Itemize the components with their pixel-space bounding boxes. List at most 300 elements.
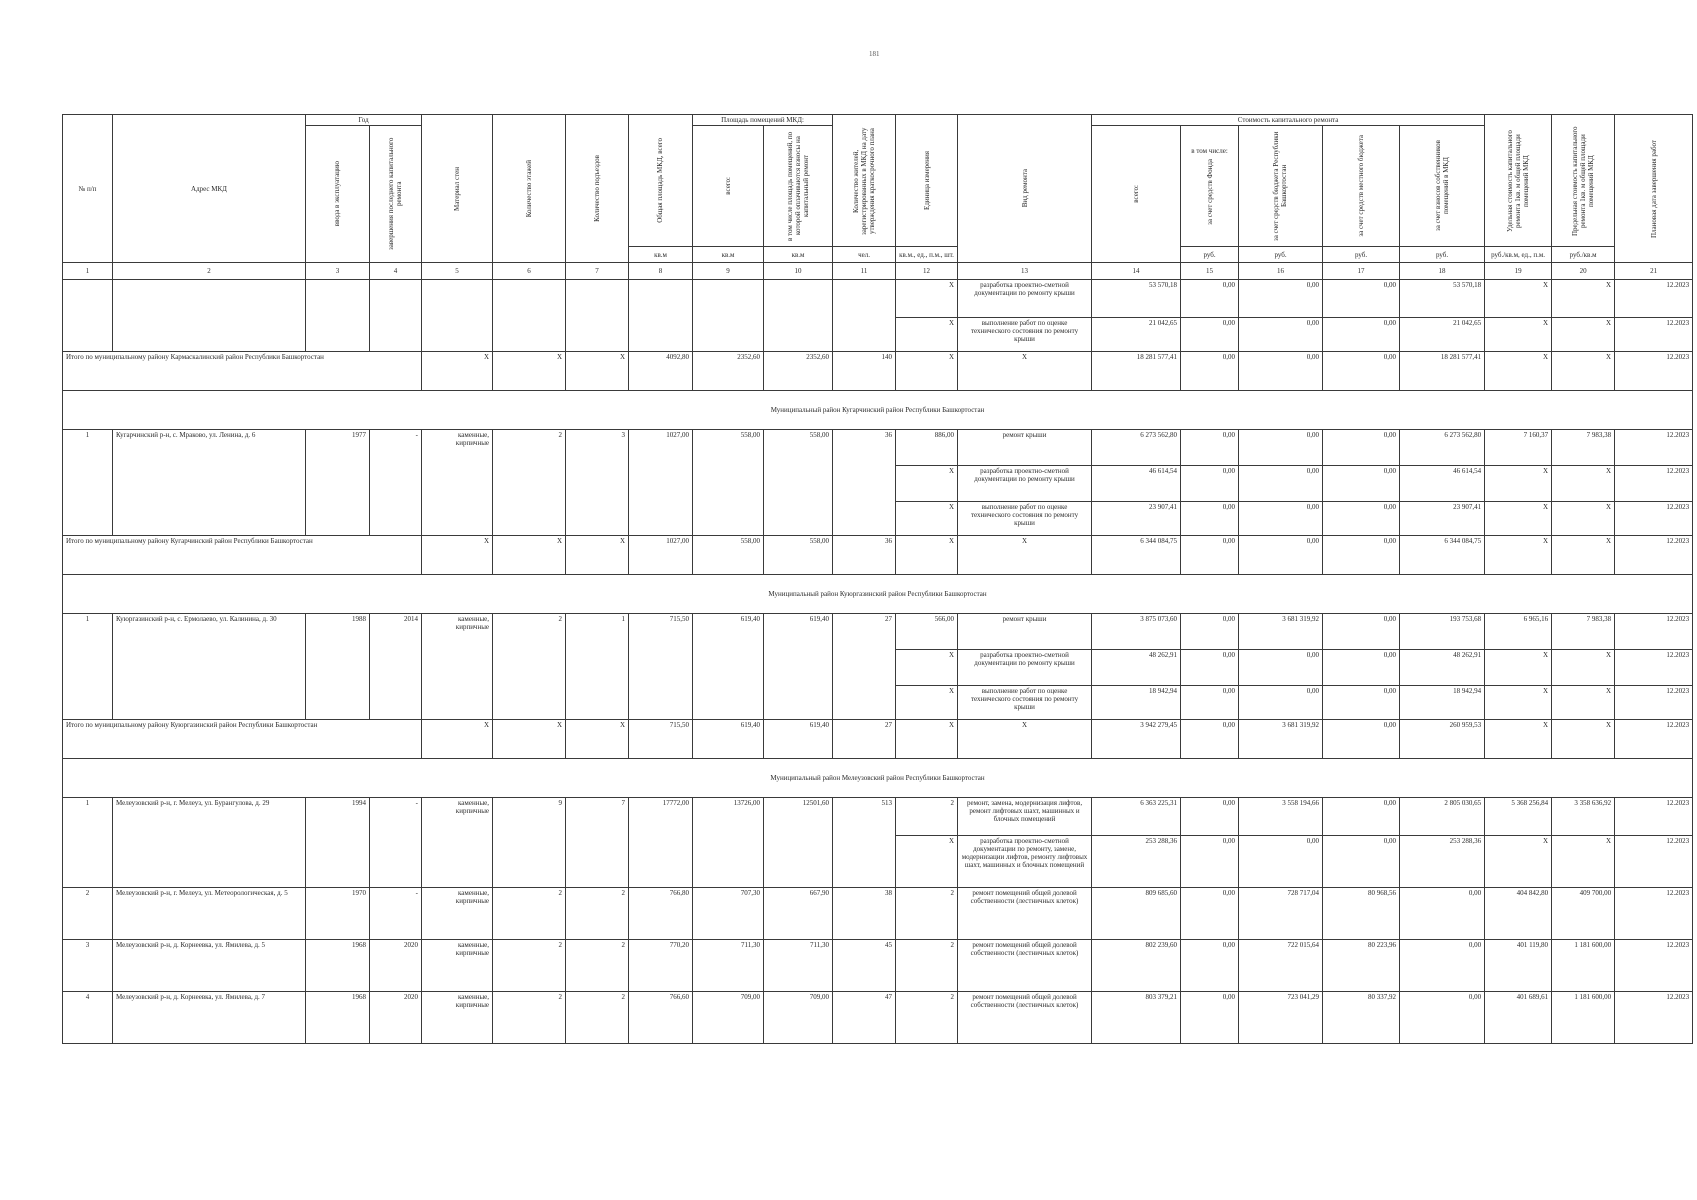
table-cell: 12.2023 [1615, 798, 1693, 836]
table-cell: 3 558 194,66 [1239, 798, 1323, 836]
table-row [63, 992, 1693, 1044]
table-cell: 260 959,53 [1400, 720, 1485, 759]
table-cell: 0,00 [1181, 686, 1239, 720]
table-cell: 619,40 [693, 614, 764, 720]
table-cell: 53 570,18 [1400, 280, 1485, 318]
hdr-owners: за счет взносов собственников помещений в МКД [1400, 126, 1485, 247]
hdr-floors: Количество этажей [493, 115, 566, 263]
table-cell: 80 223,96 [1323, 940, 1400, 992]
table-cell: 404 842,80 [1485, 888, 1552, 940]
table-cell: 0,00 [1181, 430, 1239, 466]
hdr-cost: Стоимость капитального ремонта [1092, 115, 1485, 126]
table-cell: 401 689,61 [1485, 992, 1552, 1044]
table-cell: 558,00 [693, 430, 764, 536]
table-cell: X [1552, 686, 1615, 720]
table-cell: 1 [63, 614, 113, 720]
hdr-rb: за счет средств бюджета Республики Башкортостан [1239, 126, 1323, 247]
table-cell: 2 [493, 992, 566, 1044]
col-number: 9 [693, 263, 764, 280]
hdr-premises-area: Площадь помещений МКД: [693, 115, 833, 126]
table-cell: 12.2023 [1615, 352, 1693, 391]
table-cell: 23 907,41 [1092, 502, 1181, 536]
table-cell: 3 358 636,92 [1552, 798, 1615, 836]
hdr-year-last-repair: завершения последнего капитального ремонта [370, 126, 422, 263]
table-cell: 0,00 [1239, 502, 1323, 536]
municipality-row-meleuz [63, 759, 1693, 798]
table-cell: 0,00 [1181, 352, 1239, 391]
table-cell: 709,00 [764, 992, 833, 1044]
table-cell: 3 [566, 430, 629, 536]
municipality-row-kuyurgaza [63, 575, 1693, 614]
unit-area-9: кв.м [693, 247, 764, 263]
table-cell: Куюргазинский р-н, с. Ермолаево, ул. Калинина, д. 30 [113, 614, 306, 720]
unit-area-8: кв.м [629, 247, 693, 263]
table-cell: 723 041,29 [1239, 992, 1323, 1044]
table-cell: 23 907,41 [1400, 502, 1485, 536]
hdr-local: за счет средств местного бюджета [1323, 126, 1400, 247]
col-number: 12 [896, 263, 958, 280]
table-cell: 12.2023 [1615, 836, 1693, 888]
table-cell: 0,00 [1239, 280, 1323, 318]
table-cell: 0,00 [1323, 280, 1400, 318]
table-cell: 21 042,65 [1092, 318, 1181, 352]
table-cell: 18 281 577,41 [1400, 352, 1485, 391]
table-cell: 2352,60 [693, 352, 764, 391]
table-cell: каменные, кирпичные [422, 992, 493, 1044]
municipality-title: Муниципальный район Кугарчинский район Республики Башкортостан [63, 391, 1693, 430]
empty-cell [422, 280, 493, 352]
table-cell: 0,00 [1323, 650, 1400, 686]
table-cell: ремонт, замена, модернизация лифтов, ремонт лифтовых шахт, машинных и блочных помещений [958, 798, 1092, 836]
table-cell: X [896, 352, 958, 391]
table-cell: 0,00 [1239, 466, 1323, 502]
col-number: 10 [764, 263, 833, 280]
table-cell: 27 [833, 720, 896, 759]
table-cell: 0,00 [1239, 352, 1323, 391]
table-cell: 12.2023 [1615, 318, 1693, 352]
hdr-premises-total: всего: [693, 126, 764, 247]
table-cell: 1 181 600,00 [1552, 992, 1615, 1044]
col-number: 8 [629, 263, 693, 280]
table-cell: каменные, кирпичные [422, 614, 493, 720]
table-cell: X [422, 352, 493, 391]
table-cell: 2 [896, 992, 958, 1044]
table-cell: 6 273 562,80 [1092, 430, 1181, 466]
table-cell: 12.2023 [1615, 614, 1693, 650]
hdr-max-cost: Предельная стоимость капитального ремонта 1кв. м общей площади помещений МКД [1552, 115, 1615, 247]
table-cell: - [370, 430, 422, 536]
table-cell: X [1485, 280, 1552, 318]
table-cell: X [493, 720, 566, 759]
table-cell: 2 805 030,65 [1400, 798, 1485, 836]
table-cell: - [370, 798, 422, 888]
column-numbers-row [63, 263, 1693, 280]
table-cell: X [896, 536, 958, 575]
empty-cell [629, 280, 693, 352]
hdr-year: Год [306, 115, 422, 126]
table-cell: 48 262,91 [1400, 650, 1485, 686]
col-number: 17 [1323, 263, 1400, 280]
table-cell: 1968 [306, 940, 370, 992]
table-cell: 5 368 256,84 [1485, 798, 1552, 836]
table-cell: 0,00 [1323, 536, 1400, 575]
table-cell: X [422, 720, 493, 759]
hdr-no: № п/п [63, 115, 113, 263]
table-cell: X [896, 280, 958, 318]
table-cell: 766,80 [629, 888, 693, 940]
table-cell: 2 [493, 940, 566, 992]
table-cell: 12.2023 [1615, 650, 1693, 686]
table-row [63, 430, 1693, 466]
table-cell: 140 [833, 352, 896, 391]
table-cell: каменные, кирпичные [422, 940, 493, 992]
col-number: 19 [1485, 263, 1552, 280]
table-cell: X [1485, 318, 1552, 352]
subtotal-label: Итого по муниципальному району Куюргазинский район Республики Башкортостан [63, 720, 422, 759]
col-number: 3 [306, 263, 370, 280]
table-cell: 0,00 [1181, 536, 1239, 575]
table-cell: X [958, 352, 1092, 391]
table-cell: 253 288,36 [1400, 836, 1485, 888]
table-cell: 6 965,16 [1485, 614, 1552, 650]
table-cell: 2 [493, 614, 566, 720]
table-cell: 0,00 [1181, 888, 1239, 940]
col-number: 14 [1092, 263, 1181, 280]
table-cell: 619,40 [764, 720, 833, 759]
table-cell: 513 [833, 798, 896, 888]
table-cell: 803 379,21 [1092, 992, 1181, 1044]
table-cell: 9 [493, 798, 566, 888]
subtotal-row-kuyurgaza [63, 720, 1693, 759]
unit-people: чел. [833, 247, 896, 263]
table-cell: 0,00 [1239, 836, 1323, 888]
table-cell: 766,60 [629, 992, 693, 1044]
hdr-fund: в том числе: за счет средств Фонда [1181, 126, 1239, 247]
table-cell: 45 [833, 940, 896, 992]
table-cell: 80 337,92 [1323, 992, 1400, 1044]
table-cell: 2 [63, 888, 113, 940]
table-cell: 2 [493, 888, 566, 940]
col-number: 11 [833, 263, 896, 280]
table-cell: Мелеузовский р-н, г. Мелеуз, ул. Метеорологическая, д. 5 [113, 888, 306, 940]
table-cell: 0,00 [1239, 430, 1323, 466]
table-cell: 1977 [306, 430, 370, 536]
table-cell: 0,00 [1239, 318, 1323, 352]
unit-area-10: кв.м [764, 247, 833, 263]
table-cell: 12.2023 [1615, 536, 1693, 575]
table-cell: 1 [63, 798, 113, 888]
table-cell: 0,00 [1400, 940, 1485, 992]
table-cell: каменные, кирпичные [422, 888, 493, 940]
unit-rub-15: руб. [1181, 247, 1239, 263]
table-cell: 4092,80 [629, 352, 693, 391]
col-number: 21 [1615, 263, 1693, 280]
table-cell: X [896, 686, 958, 720]
table-cell: разработка проектно-сметной документации по ремонту крыши [958, 280, 1092, 318]
table-cell: 667,90 [764, 888, 833, 940]
table-cell: 48 262,91 [1092, 650, 1181, 686]
empty-cell [833, 280, 896, 352]
subtotal-label: Итого по муниципальному району Кугарчинский район Республики Башкортостан [63, 536, 422, 575]
subtotal-label: Итого по муниципальному району Кармаскалинский район Республики Башкортостан [63, 352, 422, 391]
table-cell: разработка проектно-сметной документации по ремонту крыши [958, 650, 1092, 686]
table-cell: выполнение работ по оценке технического состояния по ремонту крыши [958, 502, 1092, 536]
col-number: 4 [370, 263, 422, 280]
hdr-material: Материал стен [422, 115, 493, 263]
unit-measure: кв.м., ед., п.м., шт. [896, 247, 958, 263]
table-cell: 711,30 [693, 940, 764, 992]
table-cell: 722 015,64 [1239, 940, 1323, 992]
table-cell: X [1485, 352, 1552, 391]
table-cell: X [958, 720, 1092, 759]
unit-rub-per-m2: руб./кв.м [1552, 247, 1615, 263]
table-cell: 0,00 [1239, 650, 1323, 686]
table-cell: X [566, 352, 629, 391]
table-cell: 6 344 084,75 [1092, 536, 1181, 575]
table-cell: 558,00 [693, 536, 764, 575]
repair-plan-table [62, 114, 1693, 1044]
col-number: 1 [63, 263, 113, 280]
unit-rub-18: руб. [1400, 247, 1485, 263]
table-cell: 0,00 [1323, 686, 1400, 720]
table-cell: 558,00 [764, 430, 833, 536]
col-number: 2 [113, 263, 306, 280]
table-cell: 0,00 [1323, 466, 1400, 502]
table-cell: 802 239,60 [1092, 940, 1181, 992]
table-cell: ремонт помещений общей долевой собственности (лестничных клеток) [958, 888, 1092, 940]
subtotal-row-kugarchi [63, 536, 1693, 575]
table-cell: X [493, 536, 566, 575]
table-cell: X [422, 536, 493, 575]
unit-rub-16: руб. [1239, 247, 1323, 263]
municipality-title: Муниципальный район Мелеузовский район Республики Башкортостан [63, 759, 1693, 798]
table-cell: 47 [833, 992, 896, 1044]
table-cell: 2 [896, 888, 958, 940]
table-cell: 7 160,37 [1485, 430, 1552, 466]
hdr-year-commission: ввода в эксплуатацию [306, 126, 370, 263]
table-cell: 886,00 [896, 430, 958, 466]
col-number: 13 [958, 263, 1092, 280]
table-cell: 707,30 [693, 888, 764, 940]
subtotal-row-karmaskaly [63, 352, 1693, 391]
empty-cell [764, 280, 833, 352]
table-cell: 0,00 [1181, 720, 1239, 759]
table-cell: 12.2023 [1615, 502, 1693, 536]
table-cell: выполнение работ по оценке технического состояния по ремонту крыши [958, 318, 1092, 352]
table-cell: разработка проектно-сметной документации по ремонту крыши [958, 466, 1092, 502]
table-cell: разработка проектно-сметной документации по ремонту, замене, модернизации лифтов, ремонту лифтовых шахт, машинных и блочных помещений [958, 836, 1092, 888]
table-cell: 2020 [370, 940, 422, 992]
table-cell: 46 614,54 [1092, 466, 1181, 502]
table-cell: X [1552, 836, 1615, 888]
table-cell: 715,50 [629, 614, 693, 720]
table-cell: каменные, кирпичные [422, 430, 493, 536]
table-cell: 36 [833, 430, 896, 536]
table-cell: 619,40 [693, 720, 764, 759]
table-cell: Мелеузовский р-н, г. Мелеуз, ул. Бурангулова, д. 29 [113, 798, 306, 888]
hdr-premises-owner: в том числе площадь помещений, по которой оплачиваются взносы на капитальный ремонт [764, 126, 833, 247]
header-row-1 [63, 115, 1693, 126]
table-cell: 0,00 [1323, 836, 1400, 888]
table-cell: 3 [63, 940, 113, 992]
table-cell: 12501,60 [764, 798, 833, 888]
table-cell: 2 [566, 940, 629, 992]
table-cell: ремонт помещений общей долевой собственности (лестничных клеток) [958, 940, 1092, 992]
hdr-unit-cost: Удельная стоимость капитального ремонта 1кв. м общей площади помещений МКД [1485, 115, 1552, 247]
table-cell: X [1485, 650, 1552, 686]
table-cell: X [1552, 536, 1615, 575]
table-cell: 12.2023 [1615, 466, 1693, 502]
empty-cell [566, 280, 629, 352]
table-cell: 0,00 [1181, 650, 1239, 686]
table-cell: 0,00 [1181, 992, 1239, 1044]
table-cell: 1 [566, 614, 629, 720]
page-number: 181 [869, 50, 880, 58]
col-number: 20 [1552, 263, 1615, 280]
table-cell: 27 [833, 614, 896, 720]
table-cell: 193 753,68 [1400, 614, 1485, 650]
table-cell: ремонт крыши [958, 430, 1092, 466]
table-cell: 6 273 562,80 [1400, 430, 1485, 466]
table-cell: 18 942,94 [1092, 686, 1181, 720]
table-cell: 0,00 [1323, 318, 1400, 352]
table-cell: X [1485, 720, 1552, 759]
table-cell: 0,00 [1181, 502, 1239, 536]
table-cell: 0,00 [1181, 836, 1239, 888]
hdr-total-area: Общая площадь МКД, всего [629, 115, 693, 247]
table-cell: 2014 [370, 614, 422, 720]
table-cell: выполнение работ по оценке технического состояния по ремонту крыши [958, 686, 1092, 720]
table-cell: 619,40 [764, 614, 833, 720]
municipality-title: Муниципальный район Куюргазинский район Республики Башкортостан [63, 575, 1693, 614]
table-cell: 0,00 [1181, 466, 1239, 502]
table-cell: 2 [566, 888, 629, 940]
table-cell: X [1552, 720, 1615, 759]
table-cell: 1 [63, 430, 113, 536]
table-cell: Мелеузовский р-н, д. Корнеевка, ул. Ямилева, д. 7 [113, 992, 306, 1044]
table-cell: 0,00 [1323, 614, 1400, 650]
table-cell: X [566, 536, 629, 575]
table-row [63, 888, 1693, 940]
hdr-cost-total: всего: [1092, 126, 1181, 263]
table-cell: 728 717,04 [1239, 888, 1323, 940]
table-cell: 21 042,65 [1400, 318, 1485, 352]
table-cell: X [1552, 650, 1615, 686]
table-cell: 36 [833, 536, 896, 575]
table-cell: 0,00 [1323, 430, 1400, 466]
table-cell: 0,00 [1181, 280, 1239, 318]
table-cell: 0,00 [1400, 888, 1485, 940]
table-cell: 2 [566, 992, 629, 1044]
table-cell: 12.2023 [1615, 686, 1693, 720]
table-cell: 12.2023 [1615, 430, 1693, 466]
table-cell: 401 119,80 [1485, 940, 1552, 992]
col-number: 18 [1400, 263, 1485, 280]
table-cell: 4 [63, 992, 113, 1044]
table-cell: 12.2023 [1615, 888, 1693, 940]
table-cell: 2 [896, 798, 958, 836]
table-cell: X [896, 502, 958, 536]
table-cell: 80 968,56 [1323, 888, 1400, 940]
table-cell: X [896, 466, 958, 502]
table-cell: 1027,00 [629, 430, 693, 536]
table-cell: 558,00 [764, 536, 833, 575]
table-cell: X [1485, 502, 1552, 536]
table-cell: X [493, 352, 566, 391]
empty-cell [493, 280, 566, 352]
table-cell: 7 983,38 [1552, 614, 1615, 650]
table-row [63, 614, 1693, 650]
table-cell: X [896, 720, 958, 759]
table-cell: X [1552, 352, 1615, 391]
table-cell: 409 700,00 [1552, 888, 1615, 940]
empty-cell [693, 280, 764, 352]
table-cell: 0,00 [1323, 352, 1400, 391]
table-cell: 3 681 319,92 [1239, 614, 1323, 650]
hdr-end-date: Плановая дата завершения работ [1615, 115, 1693, 263]
table-row [63, 940, 1693, 992]
table-row [63, 280, 1693, 318]
table-cell: 13726,00 [693, 798, 764, 888]
table-row [63, 798, 1693, 836]
table-cell: X [896, 836, 958, 888]
empty-cell [63, 280, 113, 352]
table-cell: 0,00 [1239, 536, 1323, 575]
table-cell: 711,30 [764, 940, 833, 992]
unit-rub-per: руб./кв.м, ед., п.м. [1485, 247, 1552, 263]
municipality-row-kugarchi [63, 391, 1693, 430]
table-cell: 3 942 279,45 [1092, 720, 1181, 759]
table-cell: X [1485, 536, 1552, 575]
table-cell: 6 363 225,31 [1092, 798, 1181, 836]
col-number: 16 [1239, 263, 1323, 280]
table-cell: X [1485, 466, 1552, 502]
table-cell: 0,00 [1181, 940, 1239, 992]
table-cell: X [1552, 318, 1615, 352]
col-number: 5 [422, 263, 493, 280]
table-cell: 12.2023 [1615, 280, 1693, 318]
empty-cell [306, 280, 370, 352]
table-cell: 0,00 [1323, 720, 1400, 759]
table-cell: Мелеузовский р-н, д. Корнеевка, ул. Ямилева, д. 5 [113, 940, 306, 992]
table-cell: 46 614,54 [1400, 466, 1485, 502]
table-cell: X [1552, 502, 1615, 536]
table-cell: ремонт помещений общей долевой собственности (лестничных клеток) [958, 992, 1092, 1044]
table-cell: 715,50 [629, 720, 693, 759]
hdr-including: в том числе: [1191, 147, 1228, 156]
table-cell: X [1485, 836, 1552, 888]
table-cell: 0,00 [1181, 614, 1239, 650]
table-cell: 2 [896, 940, 958, 992]
col-number: 6 [493, 263, 566, 280]
table-cell: 18 942,94 [1400, 686, 1485, 720]
table-cell: 12.2023 [1615, 992, 1693, 1044]
table-cell: X [896, 318, 958, 352]
table-cell: X [896, 650, 958, 686]
table-cell: - [370, 888, 422, 940]
table-cell: ремонт крыши [958, 614, 1092, 650]
table-cell: 0,00 [1239, 686, 1323, 720]
table-cell: 1994 [306, 798, 370, 888]
table-cell: 7 [566, 798, 629, 888]
table-cell: X [566, 720, 629, 759]
table-cell: 709,00 [693, 992, 764, 1044]
hdr-entrances: Количество подъездов [566, 115, 629, 263]
table-cell: 1027,00 [629, 536, 693, 575]
table-cell: 12.2023 [1615, 940, 1693, 992]
table-cell: 2 [493, 430, 566, 536]
table-cell: Кугарчинский р-н, с. Мраково, ул. Ленина, д. 6 [113, 430, 306, 536]
